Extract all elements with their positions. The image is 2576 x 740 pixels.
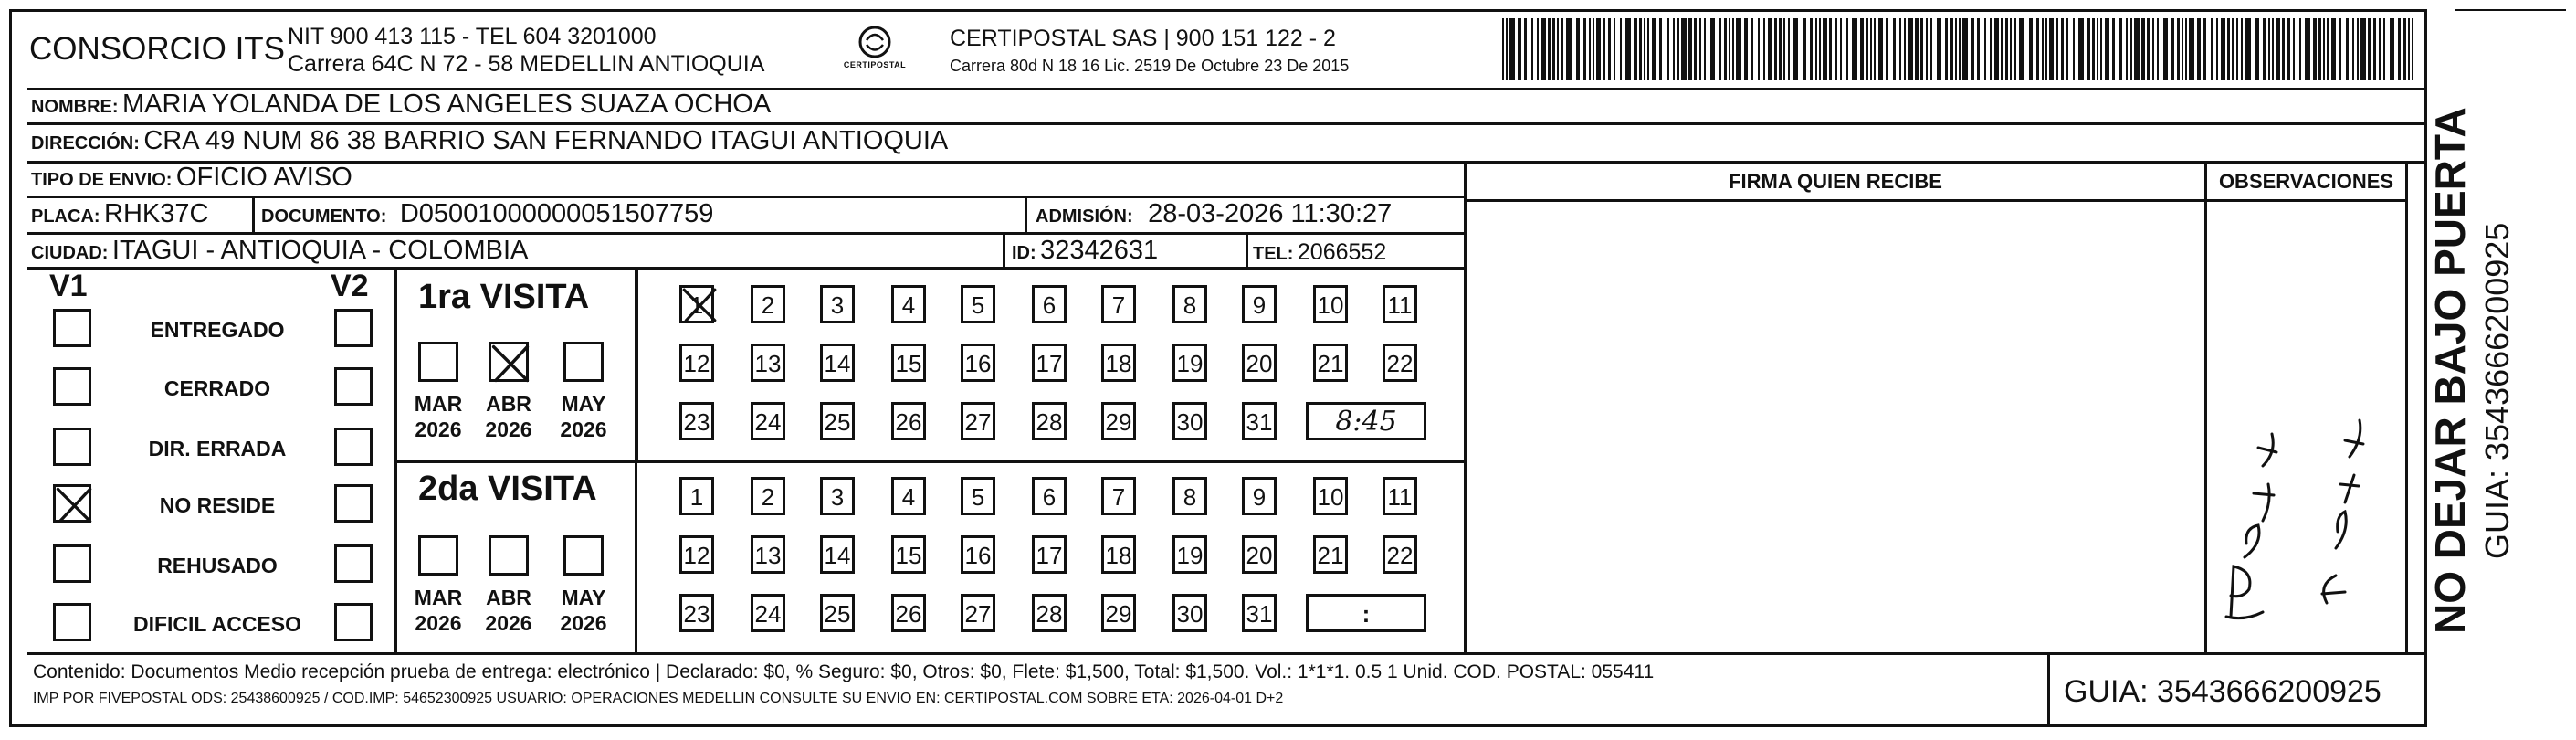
day-box[interactable] [679, 402, 714, 440]
day-number: 6 [1042, 483, 1057, 511]
day-box[interactable] [891, 477, 926, 515]
time-value: : [1362, 600, 1371, 628]
day-box[interactable] [891, 344, 926, 382]
recipient-name: MARIA YOLANDA DE LOS ANGELES SUAZA OCHOA [122, 90, 772, 119]
day-number: 24 [754, 408, 782, 436]
ciudad-label: CIUDAD: [31, 243, 109, 263]
status-label: NO RESIDE [159, 493, 276, 517]
divider [27, 652, 2427, 655]
day-number: 22 [1386, 350, 1414, 377]
handwritten-note-text [2208, 640, 2221, 641]
divider [636, 267, 638, 460]
admision-row [1036, 199, 1392, 228]
documento-row [261, 199, 713, 228]
handwritten-note [2208, 365, 2403, 640]
day-box[interactable] [1313, 285, 1348, 323]
day-box[interactable] [891, 285, 926, 323]
day-number: 17 [1036, 542, 1063, 569]
ciudad-value: ITAGUI - ANTIOQUIA - COLOMBIA [111, 236, 529, 265]
id-label: ID: [1012, 243, 1036, 263]
day-number: 3 [830, 291, 845, 319]
day-box[interactable] [1242, 344, 1277, 382]
month-label: MAR [414, 392, 463, 416]
x-mark-icon [54, 485, 94, 525]
divider [27, 161, 2424, 164]
day-box[interactable] [1032, 535, 1067, 574]
day-box[interactable] [1032, 594, 1067, 632]
day-number: 17 [1036, 350, 1063, 377]
day-box[interactable] [1242, 402, 1277, 440]
v2-checkbox[interactable] [334, 544, 373, 583]
v2-label: V2 [331, 269, 369, 303]
year-label: 2026 [560, 611, 607, 635]
divider [27, 196, 1467, 198]
day-number: 11 [1387, 291, 1413, 319]
status-label: REHUSADO [157, 554, 278, 577]
day-box[interactable] [751, 285, 785, 323]
day-number: 25 [824, 408, 851, 436]
status-label: DIR. ERRADA [148, 437, 287, 460]
day-number: 1 [689, 483, 704, 511]
day-number: 19 [1176, 350, 1204, 377]
day-box[interactable] [1383, 477, 1417, 515]
day-number: 30 [1176, 600, 1204, 628]
year-label: 2026 [415, 418, 462, 441]
day-box[interactable] [1032, 285, 1067, 323]
v2-checkbox[interactable] [334, 603, 373, 641]
firma-header: FIRMA QUIEN RECIBE [1729, 170, 1942, 193]
day-number: 24 [754, 600, 782, 628]
status-label: DIFICIL ACCESO [132, 612, 301, 636]
day-number: 12 [683, 350, 710, 377]
day-box[interactable] [1172, 594, 1207, 632]
placa-label: PLACA: [31, 206, 100, 227]
divider [27, 122, 2424, 125]
day-number: 13 [754, 350, 782, 377]
day-box[interactable] [1383, 535, 1417, 574]
day-box[interactable] [679, 344, 714, 382]
time-box[interactable] [1306, 402, 1426, 440]
day-number: 5 [971, 483, 985, 511]
divider [252, 197, 255, 232]
day-box[interactable] [751, 477, 785, 515]
id-row [1012, 236, 1158, 265]
day-box[interactable] [751, 402, 785, 440]
day-box[interactable] [1172, 402, 1207, 440]
day-box[interactable] [751, 535, 785, 574]
day-box[interactable] [961, 285, 995, 323]
day-number: 28 [1036, 600, 1063, 628]
month-label: ABR [486, 392, 531, 416]
dash-mark [2455, 9, 2566, 11]
day-number: 10 [1317, 291, 1344, 319]
day-box[interactable] [1101, 402, 1136, 440]
day-box[interactable] [961, 344, 995, 382]
footer-imp: IMP POR FIVEPOSTAL ODS: 25438600925 / COD.IMP: 54652300925 USUARIO: OPERACIONES MEDELLIN CONSULTE SU ENVIO EN: CERTIPOSTAL.COM SOBRE ETA: 2026-04-01 D+2 [33, 691, 1284, 706]
day-box[interactable] [891, 535, 926, 574]
divider [27, 267, 1467, 270]
day-box[interactable] [1101, 477, 1136, 515]
day-box[interactable] [679, 477, 714, 515]
day-box[interactable] [1101, 285, 1136, 323]
day-number: 30 [1176, 408, 1204, 436]
day-box[interactable] [1242, 594, 1277, 632]
v1-label: V1 [49, 269, 88, 303]
day-number: 31 [1246, 600, 1273, 628]
day-box[interactable] [1032, 477, 1067, 515]
day-box[interactable] [1172, 285, 1207, 323]
month-checkbox-may[interactable] [563, 535, 604, 576]
day-number: 28 [1036, 408, 1063, 436]
day-box[interactable] [751, 594, 785, 632]
company-address: Carrera 64C N 72 - 58 MEDELLIN ANTIOQUIA [288, 51, 765, 77]
v2-checkbox[interactable] [334, 309, 373, 347]
month-label: MAY [561, 392, 606, 416]
observaciones-header: OBSERVACIONES [2218, 170, 2394, 193]
barcode [1502, 18, 2415, 80]
admision-value: 28-03-2026 11:30:27 [1148, 199, 1393, 228]
year-label: 2026 [560, 418, 607, 441]
certipostal-line: CERTIPOSTAL SAS | 900 151 122 - 2 [950, 26, 1336, 51]
month-checkbox-abr[interactable] [489, 535, 529, 576]
logo-text: CERTIPOSTAL [843, 60, 907, 69]
divider [1003, 234, 1005, 269]
day-number: 10 [1317, 483, 1344, 511]
footer-guia: GUIA: 3543666200925 [2064, 674, 2381, 709]
day-number: 1 [689, 291, 704, 319]
day-number: 12 [683, 542, 710, 569]
day-number: 18 [1105, 350, 1132, 377]
time-box[interactable] [1306, 594, 1426, 632]
day-number: 26 [895, 600, 922, 628]
year-label: 2026 [485, 611, 532, 635]
divider [1025, 197, 1027, 232]
day-number: 20 [1246, 350, 1273, 377]
documento-value: D05001000000051507759 [399, 199, 714, 228]
v1-checkbox[interactable] [53, 484, 91, 523]
v1-checkbox[interactable] [53, 428, 91, 466]
v2-checkbox[interactable] [334, 428, 373, 466]
day-number: 7 [1111, 291, 1126, 319]
day-box[interactable] [1101, 594, 1136, 632]
name-row [31, 90, 771, 119]
day-number: 11 [1387, 483, 1413, 511]
day-box[interactable] [1101, 535, 1136, 574]
tel-row [1253, 238, 1386, 267]
day-number: 4 [901, 291, 916, 319]
day-box[interactable] [891, 402, 926, 440]
day-number: 16 [964, 350, 992, 377]
day-number: 19 [1176, 542, 1204, 569]
v1-checkbox[interactable] [53, 367, 91, 406]
time-value: 8:45 [1335, 406, 1397, 438]
day-box[interactable] [1032, 344, 1067, 382]
admision-label: ADMISIÓN: [1036, 206, 1133, 227]
day-number: 13 [754, 542, 782, 569]
x-mark-icon [489, 343, 531, 385]
day-number: 4 [901, 483, 916, 511]
day-number: 15 [895, 542, 922, 569]
tel-label: TEL: [1253, 244, 1294, 264]
day-box[interactable] [820, 594, 855, 632]
day-number: 23 [683, 408, 710, 436]
month-checkbox-mar[interactable] [418, 342, 458, 382]
status-label: CERRADO [163, 376, 271, 400]
month-checkbox-may[interactable] [563, 342, 604, 382]
day-box[interactable] [961, 535, 995, 574]
year-label: 2026 [485, 418, 532, 441]
day-box[interactable] [1242, 477, 1277, 515]
first-visit-title: 1ra VISITA [418, 278, 590, 316]
day-box[interactable] [1242, 535, 1277, 574]
day-number: 14 [824, 542, 851, 569]
v1-checkbox[interactable] [53, 544, 91, 583]
recipient-address: CRA 49 NUM 86 38 BARRIO SAN FERNANDO ITAGUI ANTIOQUIA [143, 126, 949, 155]
documento-label: DOCUMENTO: [261, 206, 387, 227]
day-number: 9 [1252, 483, 1267, 511]
day-number: 2 [761, 291, 775, 319]
v1-checkbox[interactable] [53, 603, 91, 641]
day-box[interactable] [679, 285, 714, 323]
month-label: MAY [561, 586, 606, 609]
day-number: 26 [895, 408, 922, 436]
divider [1246, 234, 1248, 269]
divider [2204, 161, 2207, 654]
day-number: 31 [1246, 408, 1273, 436]
day-box[interactable] [679, 594, 714, 632]
firma-area[interactable] [1467, 202, 2204, 654]
day-number: 15 [895, 350, 922, 377]
day-number: 23 [683, 600, 710, 628]
address-row [31, 126, 948, 155]
day-box[interactable] [1383, 285, 1417, 323]
day-number: 8 [1183, 291, 1197, 319]
day-box[interactable] [1383, 344, 1417, 382]
day-box[interactable] [679, 535, 714, 574]
side-warning: NO DEJAR BAJO PUERTA [2426, 107, 2474, 634]
tel-value: 2066552 [1297, 239, 1387, 265]
name-label: NOMBRE: [31, 97, 119, 117]
month-checkbox-mar[interactable] [418, 535, 458, 576]
tipo-envio: OFICIO AVISO [175, 163, 352, 192]
day-number: 27 [964, 408, 992, 436]
day-box[interactable] [820, 285, 855, 323]
divider [2047, 652, 2050, 727]
address-label: DIRECCIÓN: [31, 133, 140, 153]
divider [394, 460, 1467, 463]
day-number: 8 [1183, 483, 1197, 511]
day-box[interactable] [820, 344, 855, 382]
v1-checkbox[interactable] [53, 309, 91, 347]
day-number: 20 [1246, 542, 1273, 569]
divider [27, 232, 1467, 235]
day-box[interactable] [751, 344, 785, 382]
side-guia: GUIA: 3543666200925 [2478, 222, 2516, 559]
day-number: 14 [824, 350, 851, 377]
day-number: 9 [1252, 291, 1267, 319]
day-number: 25 [824, 600, 851, 628]
day-box[interactable] [820, 535, 855, 574]
company-name: CONSORCIO ITS [29, 31, 286, 67]
day-box[interactable] [961, 402, 995, 440]
day-number: 29 [1105, 408, 1132, 436]
day-box[interactable] [891, 594, 926, 632]
placa-row [31, 199, 208, 228]
day-number: 5 [971, 291, 985, 319]
id-value: 32342631 [1040, 236, 1159, 265]
day-number: 22 [1386, 542, 1414, 569]
status-label: ENTREGADO [150, 318, 285, 342]
day-number: 21 [1317, 350, 1344, 377]
second-visit-title: 2da VISITA [418, 470, 597, 508]
certipostal-address: Carrera 80d N 18 16 Lic. 2519 De Octubre 23 De 2015 [950, 57, 1350, 75]
day-box[interactable] [1242, 285, 1277, 323]
day-box[interactable] [1172, 535, 1207, 574]
v2-checkbox[interactable] [334, 367, 373, 406]
day-box[interactable] [1101, 344, 1136, 382]
day-number: 29 [1105, 600, 1132, 628]
day-box[interactable] [820, 477, 855, 515]
day-box[interactable] [961, 594, 995, 632]
tipo-row [31, 163, 352, 192]
month-label: ABR [486, 586, 531, 609]
month-checkbox-abr[interactable] [489, 342, 529, 382]
day-number: 21 [1317, 542, 1344, 569]
day-box[interactable] [1313, 535, 1348, 574]
month-label: MAR [414, 586, 463, 609]
year-label: 2026 [415, 611, 462, 635]
day-box[interactable] [961, 477, 995, 515]
day-number: 18 [1105, 542, 1132, 569]
day-number: 7 [1111, 483, 1126, 511]
ciudad-row [31, 236, 528, 265]
day-number: 27 [964, 600, 992, 628]
day-number: 3 [830, 483, 845, 511]
placa-value: RHK37C [104, 199, 209, 228]
day-box[interactable] [820, 402, 855, 440]
nit-line: NIT 900 413 115 - TEL 604 3201000 [288, 24, 657, 49]
day-box[interactable] [1313, 344, 1348, 382]
tipo-label: TIPO DE ENVIO: [31, 170, 173, 190]
day-number: 16 [964, 542, 992, 569]
footer-contenido: Contenido: Documentos Medio recepción prueba de entrega: electrónico | Declarado: $0, % Seguro: $0, Otros: $0, Flete: $1,500, Total: $1,500. Vol.: 1*1*1. 0.5 1 Unid. COD. POSTAL: 055411 [33, 661, 1655, 682]
x-mark-icon [680, 286, 719, 324]
day-box[interactable] [1032, 402, 1067, 440]
day-box[interactable] [1172, 344, 1207, 382]
day-number: 6 [1042, 291, 1057, 319]
day-box[interactable] [1313, 477, 1348, 515]
v2-checkbox[interactable] [334, 484, 373, 523]
day-box[interactable] [1172, 477, 1207, 515]
divider [2405, 161, 2408, 654]
day-number: 2 [761, 483, 775, 511]
